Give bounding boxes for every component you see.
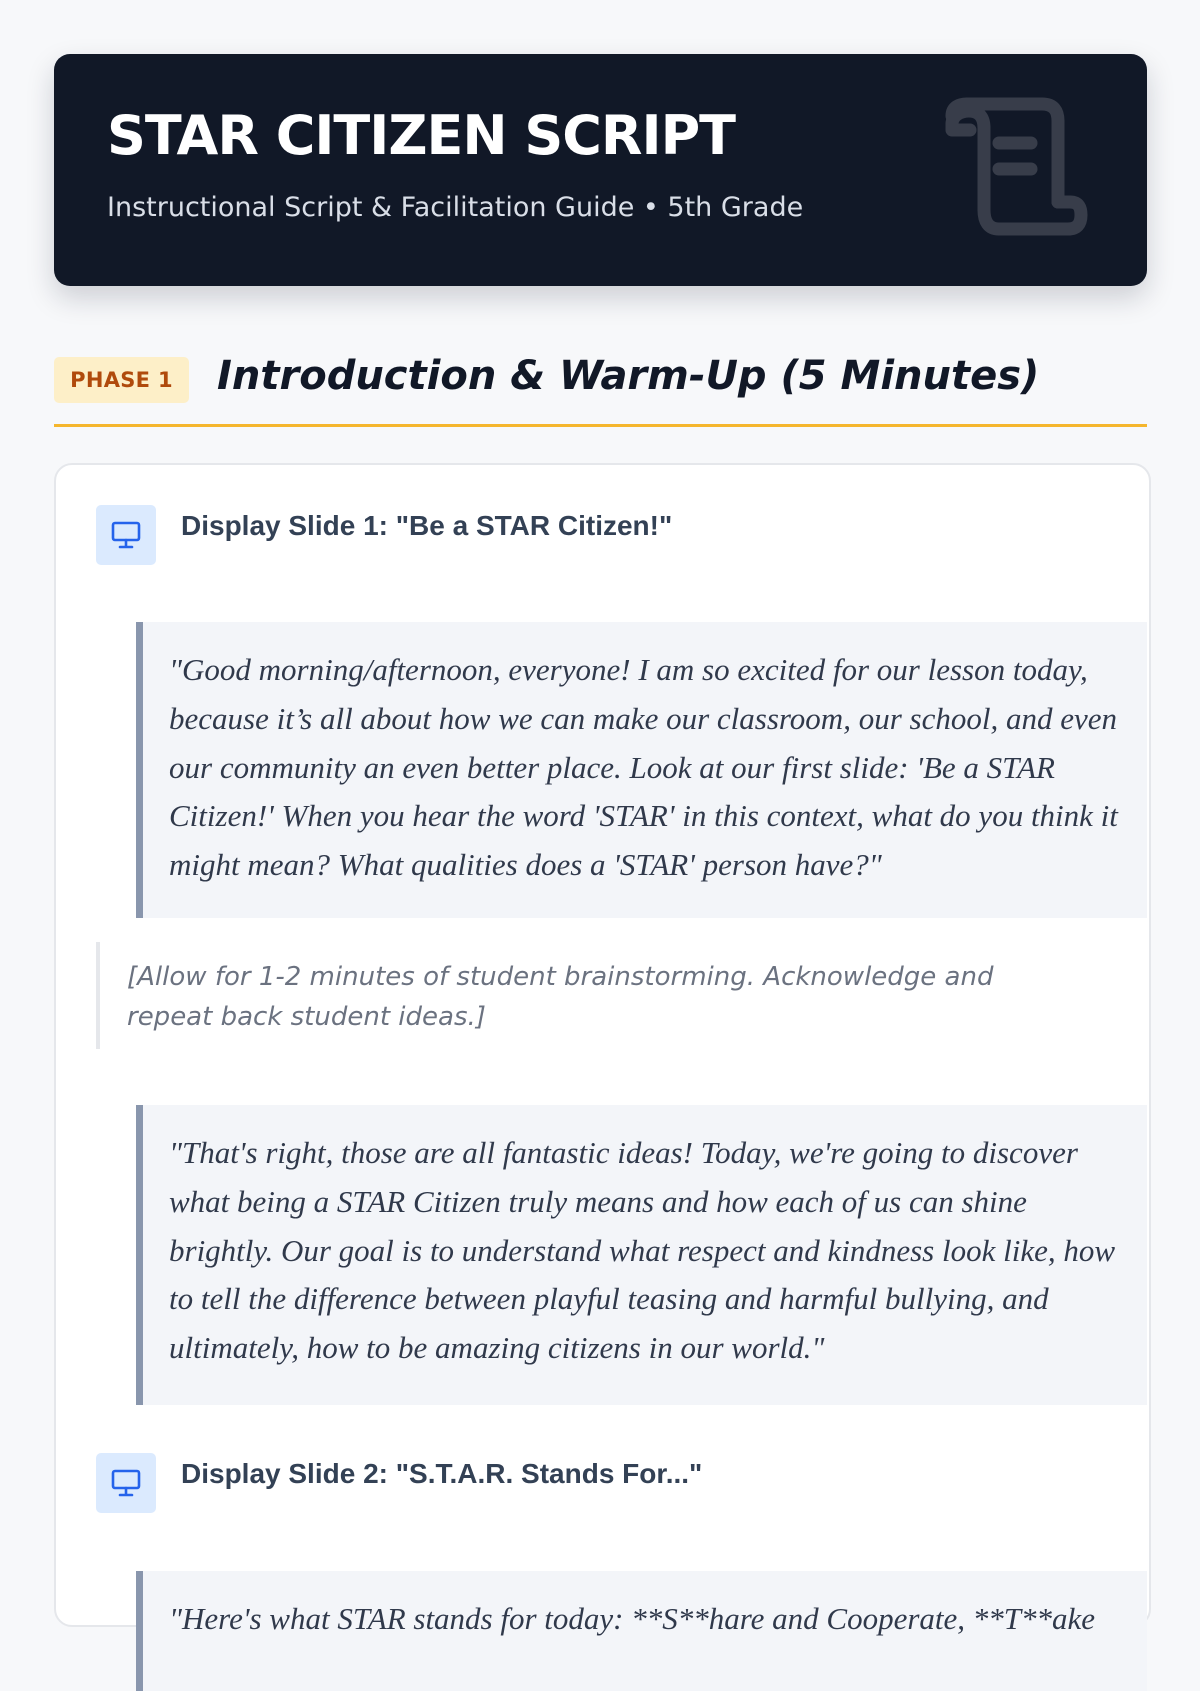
page-subtitle: Instructional Script & Facilitation Guide • 5th Grade (107, 192, 804, 223)
slide-1-label: Display Slide 1: "Be a STAR Citizen!" (181, 510, 673, 541)
slide-2-heading (96, 1453, 1096, 1515)
teacher-script-1 (136, 622, 1147, 918)
teacher-script-2 (136, 1105, 1147, 1405)
slide-2-monitor-icon-box (96, 1453, 156, 1513)
teacher-script-2-text: "That's right, those are all fantastic ideas! Today, we're going to discover what being a STAR Citizen truly means and how each of us can shine brightly. Our goal is to understand what respect and kindness look like, how to tell the difference between playful teasing and harmful bullying, and ultimately, how to be amazing citizens in our world." (169, 1135, 1116, 1366)
page-title: STAR CITIZEN SCRIPT (107, 104, 735, 167)
facilitator-direction-1 (96, 942, 1107, 1049)
monitor-icon (111, 1469, 141, 1497)
teacher-script-1-text: "Good morning/afternoon, everyone! I am so excited for our lesson today, because it’s all about how we can make our classroom, our school, and even our community an even better place. Look at our first slide: 'Be a STAR Citizen!' When you hear the word 'STAR' in this context, what do you think it might mean? What qualities does a 'STAR' person have?" (169, 652, 1118, 883)
script-content-card (54, 463, 1151, 1636)
scroll-icon (940, 99, 1098, 244)
slide-2-label: Display Slide 2: "S.T.A.R. Stands For..." (181, 1458, 703, 1489)
phase-heading (54, 350, 1147, 427)
teacher-script-3 (136, 1571, 1147, 1691)
script-header (54, 54, 1147, 286)
phase-badge: PHASE 1 (54, 357, 189, 403)
facilitator-direction-1-text: [Allow for 1-2 minutes of student brainstorming. Acknowledge and repeat back student ideas.] (127, 962, 994, 1032)
slide-1-heading (96, 505, 1096, 567)
teacher-script-3-text: "Here's what STAR stands for today: **S**hare and Cooperate, **T**ake (169, 1601, 1096, 1636)
phase-title: Introduction & Warm-Up (5 Minutes) (217, 353, 1040, 399)
slide-1-monitor-icon-box (96, 505, 156, 565)
monitor-icon (111, 521, 141, 549)
